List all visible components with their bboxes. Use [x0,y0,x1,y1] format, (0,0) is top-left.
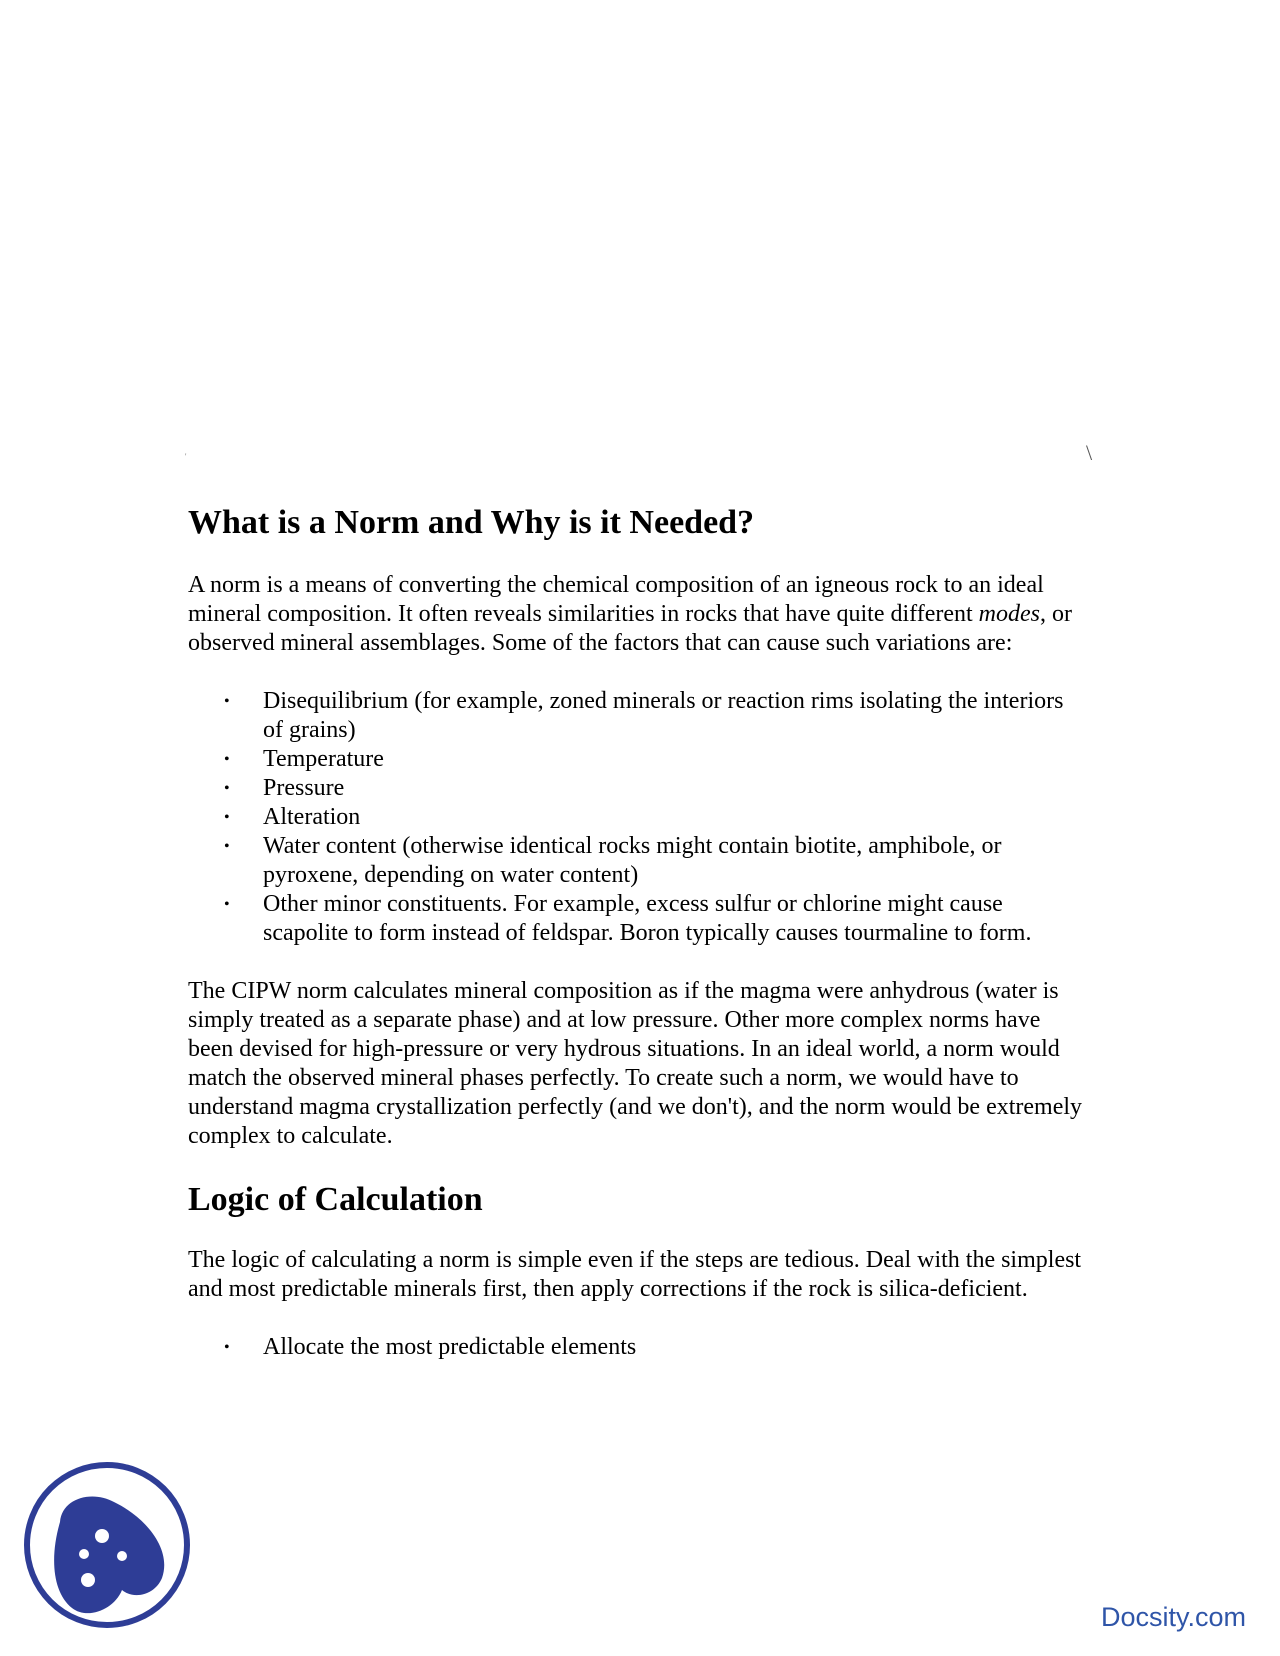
scan-mark-right: \ [1086,440,1093,465]
logo-dot [95,1529,109,1543]
factors-list [188,687,1088,948]
bullet-icon: • [224,896,230,913]
bullet-icon: • [224,1339,230,1356]
section-title-norm: What is a Norm and Why is it Needed? [188,504,755,541]
list-item-text: Disequilibrium (for example, zoned minerals or reaction rims isolating the interiors of grains) [263,688,1064,743]
bullet-icon: • [224,809,230,826]
section-title-logic: Logic of Calculation [188,1181,483,1218]
list-item-text: Alteration [263,804,361,830]
logo-dot [79,1549,89,1559]
docsity-link[interactable]: Docsity.com [1101,1602,1247,1632]
list-item [188,832,1088,890]
bullet-icon: • [224,693,230,710]
list-item [188,745,1088,774]
logo-dot [117,1551,127,1561]
list-item [188,774,1088,803]
steps-list [188,1333,1088,1362]
docsity-logo-icon[interactable] [22,1460,192,1630]
bullet-icon: • [224,780,230,797]
list-item-text: Other minor constituents. For example, excess sulfur or chlorine might cause scapolite to form instead of feldspar. Boron typically causes tourmaline to form. [263,891,1032,946]
intro-text-a: A norm is a means of converting the chemical composition of an igneous rock to an ideal mineral composition. It often reveals similarities in rocks that have quite different [188,572,1044,627]
intro-text-b: , or observed mineral assemblages. Some of the factors that can cause such variations are: [188,601,1072,656]
list-item-text: Temperature [263,746,384,772]
list-item-text: Water content (otherwise identical rocks might contain biotite, amphibole, or pyroxene, depending on water content) [263,833,1002,888]
scan-mark-left: ' [185,452,187,461]
document-content [188,493,1088,1391]
cipw-paragraph: The CIPW norm calculates mineral composition as if the magma were anhydrous (water is simply treated as a separate phase) and at low pressure. Other more complex norms have been devised for high-pressure or very hydrous situations. In an ideal world, a norm would match the observed mineral phases perfectly. To create such a norm, we would have to understand magma crystallization perfectly (and we don't), and the norm would be extremely complex to calculate. [188,978,1083,1149]
list-item [188,687,1088,745]
bullet-icon: • [224,838,230,855]
list-item [188,1333,1088,1362]
list-item-text: Pressure [263,775,345,801]
logo-shape [54,1496,164,1613]
intro-paragraph [188,571,1088,658]
list-item [188,803,1088,832]
list-item-text: Allocate the most predictable elements [263,1334,637,1360]
logic-paragraph: The logic of calculating a norm is simple even if the steps are tedious. Deal with the simplest and most predictable minerals first, then apply corrections if the rock is silica-deficient. [188,1247,1082,1302]
bullet-icon: • [224,751,230,768]
logo-dot [81,1573,95,1587]
intro-emphasis: modes [978,601,1040,627]
list-item [188,890,1088,948]
